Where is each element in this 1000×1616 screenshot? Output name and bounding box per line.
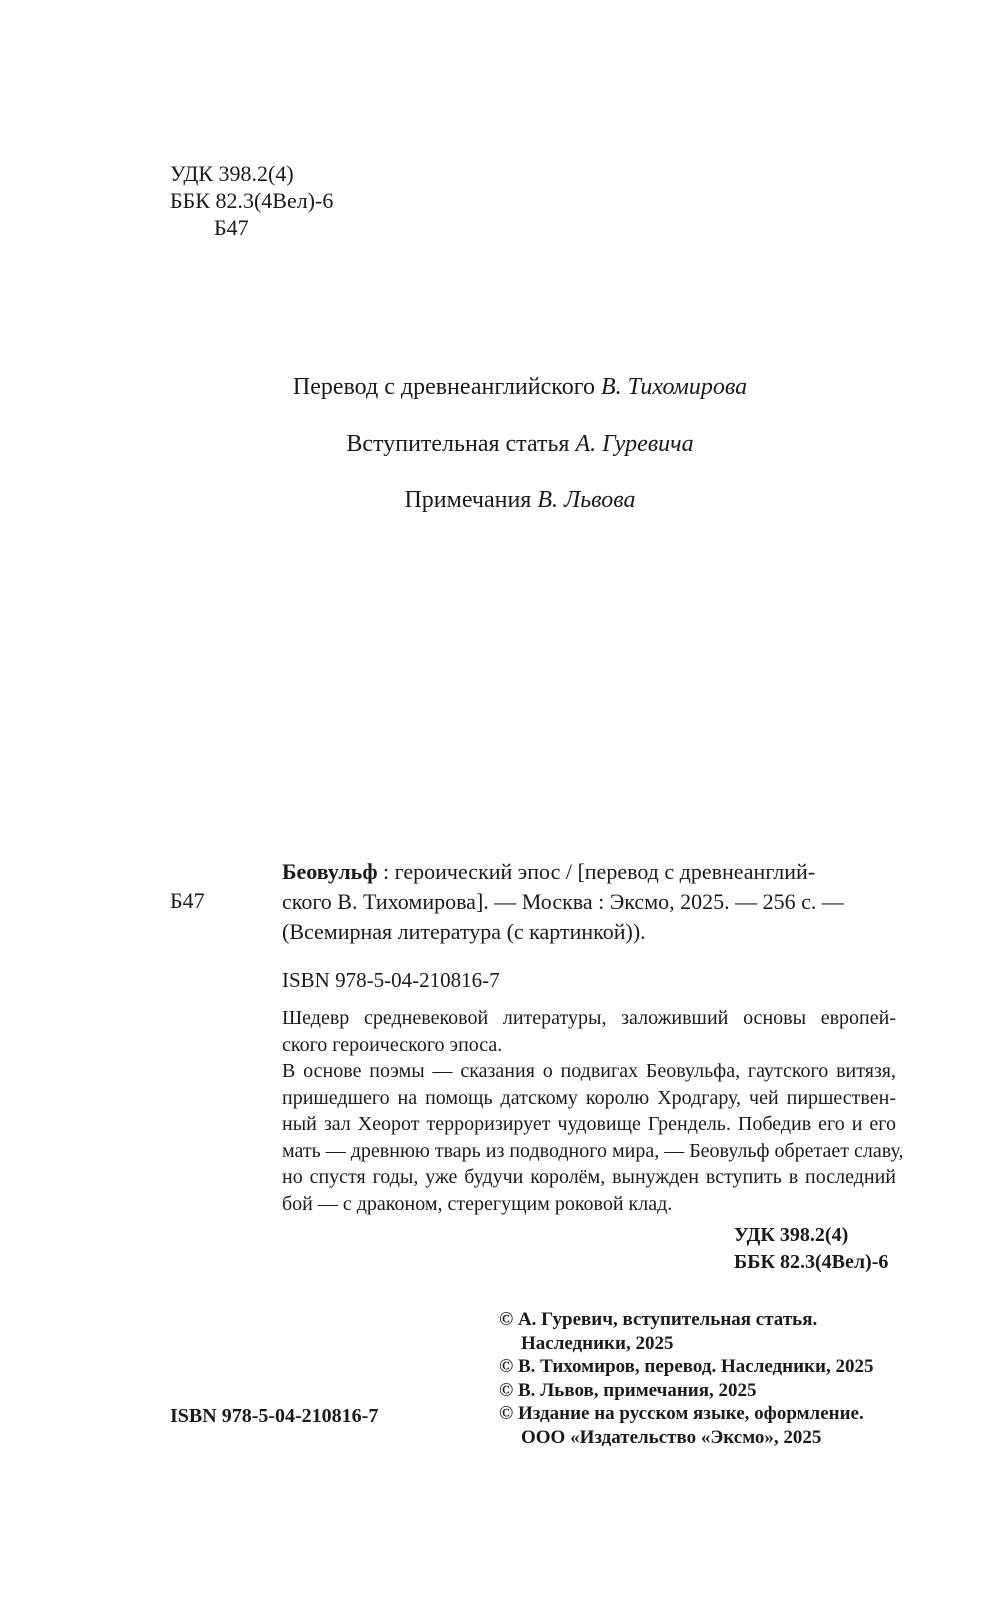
copyright-line: © В. Тихомиров, перевод. Наследники, 2025 <box>499 1356 874 1377</box>
annotation-line: мать — древнюю тварь из подводного мира, — Беовульф обретает славу, <box>282 1139 904 1162</box>
bbk-code: ББК 82.3(4Вел)-6 <box>170 188 334 213</box>
annotation-line: бой — с драконом, стерегущим роковой клад. <box>282 1192 673 1215</box>
top-classification-codes <box>170 160 333 241</box>
translation-credit-prefix: Перевод с древнеанглийского <box>292 374 601 400</box>
isbn-record: ISBN 978-5-04-210816-7 <box>282 968 500 992</box>
copyright-line: © В. Львов, примечания, 2025 <box>499 1379 757 1401</box>
translator-name: В. Тихомирова <box>600 374 748 400</box>
record-line-1: : героический эпос / [перевод с древнеанглий- <box>377 859 816 884</box>
copyright-line: ООО «Издательство «Эксмо», 2025 <box>521 1426 822 1448</box>
annotation-line: ского героического эпоса. <box>282 1033 503 1056</box>
annotation <box>282 1005 904 1217</box>
intro-author-name: А. Гуревича <box>575 431 694 457</box>
udk-code: УДК 398.2(4) <box>170 161 294 186</box>
intro-credit <box>0 431 1000 458</box>
catalog-mark: Б47 <box>170 888 205 913</box>
isbn-bottom: ISBN 978-5-04-210816-7 <box>170 1405 379 1427</box>
book-title: Беовульф <box>282 859 378 884</box>
bbk-code: ББК 82.3(4Вел)-6 <box>734 1251 889 1273</box>
record-line-2: ского В. Тихомирова]. — Москва : Эксмо, 2025. — 256 с. — <box>282 889 844 914</box>
notes-credit-prefix: Примечания <box>404 487 538 513</box>
copyright-line: Наследники, 2025 <box>521 1332 674 1354</box>
notes-author-name: В. Львова <box>537 487 636 513</box>
translation-credit <box>0 374 1000 401</box>
annotation-line: В основе поэмы — сказания о подвигах Беовульфа, гаутского витязя, <box>282 1060 896 1082</box>
annotation-line: ный зал Хеорот терроризирует чудовище Грендель. Победив его и его <box>282 1113 896 1135</box>
copyright-line: © Издание на русском языке, оформление. <box>499 1403 864 1424</box>
intro-credit-prefix: Вступительная статья <box>346 431 576 457</box>
notes-credit <box>0 487 1000 514</box>
annotation-line: но спустя годы, уже будучи королём, вынужден вступить в последний <box>282 1166 896 1188</box>
copyright-line: © А. Гуревич, вступительная статья. <box>499 1309 818 1330</box>
annotation-line: Шедевр средневековой литературы, заложивший основы европей- <box>282 1007 896 1029</box>
bibliographic-record <box>282 857 896 947</box>
record-line-3: (Всемирная литература (с картинкой)). <box>282 919 646 944</box>
copyright-block <box>499 1308 873 1449</box>
udk-code: УДК 398.2(4) <box>734 1224 849 1246</box>
bottom-classification-codes <box>734 1222 888 1276</box>
author-mark: Б47 <box>170 215 249 240</box>
annotation-line: пришедшего на помощь датскому королю Хродгару, чей пиршествен- <box>282 1086 896 1109</box>
